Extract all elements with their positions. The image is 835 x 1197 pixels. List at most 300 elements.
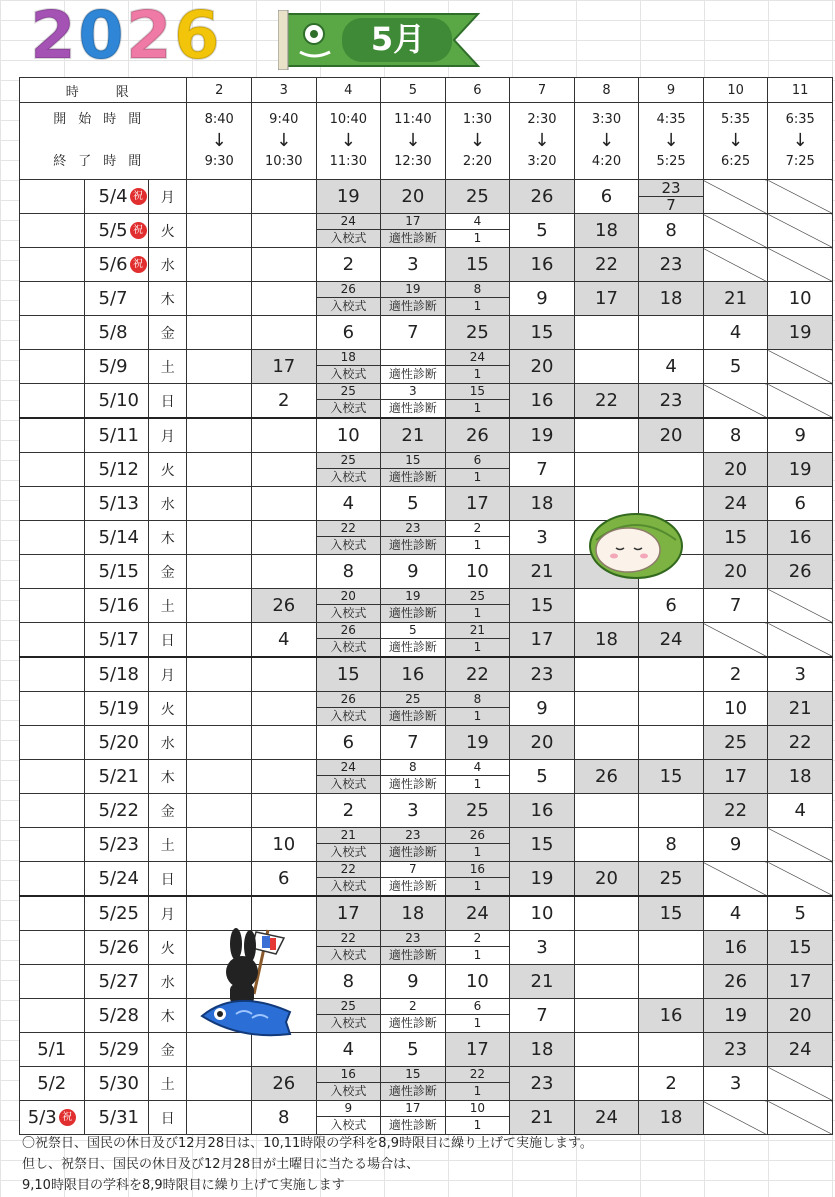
date-cell bbox=[84, 1067, 149, 1101]
prefix-date-cell bbox=[20, 487, 85, 521]
schedule-value: 25 bbox=[639, 862, 704, 897]
schedule-cell bbox=[445, 623, 510, 658]
prefix-date-cell bbox=[20, 1033, 85, 1067]
no-class-cell bbox=[703, 623, 768, 658]
schedule-cell bbox=[187, 180, 252, 214]
schedule-cell bbox=[445, 862, 510, 897]
split-bottom: 1 bbox=[473, 948, 482, 962]
date-cell bbox=[84, 794, 149, 828]
schedule-cell bbox=[187, 521, 252, 555]
schedule-value: 16 bbox=[703, 931, 768, 965]
split-bottom: 1 bbox=[473, 470, 482, 484]
date-cell bbox=[84, 350, 149, 384]
schedule-cell bbox=[187, 726, 252, 760]
schedule-cell bbox=[574, 692, 639, 726]
day-row bbox=[20, 316, 833, 350]
split-top: 16 bbox=[446, 862, 510, 878]
schedule-cell bbox=[381, 1067, 446, 1101]
schedule-value: 18 bbox=[381, 896, 446, 931]
date-cell bbox=[84, 828, 149, 862]
day-row bbox=[20, 794, 833, 828]
date-wrap bbox=[99, 356, 128, 377]
split-top: 23 bbox=[381, 521, 445, 537]
schedule-value: 20 bbox=[381, 180, 446, 214]
split-top: 5 bbox=[381, 623, 445, 639]
weekday-cell: 日 bbox=[149, 623, 187, 658]
split-bottom: 1 bbox=[473, 879, 482, 893]
split-bottom: 1 bbox=[473, 709, 482, 723]
split-top: 19 bbox=[381, 589, 445, 605]
schedule-value: 26 bbox=[510, 180, 575, 214]
schedule-cell bbox=[381, 999, 446, 1033]
schedule-value: 10 bbox=[445, 965, 510, 999]
end-time: 2:20 bbox=[462, 154, 493, 169]
schedule-value: 8 bbox=[703, 418, 768, 453]
period-time-cell bbox=[510, 103, 575, 180]
schedule-cell bbox=[574, 726, 639, 760]
schedule-cell bbox=[252, 760, 317, 794]
schedule-cell bbox=[316, 760, 381, 794]
date-label: 5/28 bbox=[98, 1005, 139, 1026]
date-cell bbox=[84, 248, 149, 282]
schedule-value: 15 bbox=[768, 931, 833, 965]
date-label: 5/13 bbox=[98, 493, 139, 514]
start-time: 10:40 bbox=[329, 112, 368, 127]
split-top: 17 bbox=[381, 214, 445, 230]
period-time-cell bbox=[703, 103, 768, 180]
schedule-value: 9 bbox=[381, 555, 446, 589]
schedule-cell bbox=[381, 521, 446, 555]
split-cell bbox=[446, 214, 510, 247]
schedule-cell bbox=[316, 214, 381, 248]
date-cell bbox=[84, 862, 149, 897]
note-line: 但し、祝祭日、国民の休日及び12月28日が土曜日に当たる場合は、 bbox=[22, 1157, 420, 1172]
split-cell bbox=[381, 384, 445, 417]
date-cell bbox=[84, 931, 149, 965]
day-row bbox=[20, 282, 833, 316]
split-bottom: 適性診断 bbox=[388, 299, 437, 313]
day-row bbox=[20, 214, 833, 248]
date-label: 5/10 bbox=[98, 390, 139, 411]
split-cell bbox=[446, 384, 510, 417]
date-wrap bbox=[99, 186, 147, 207]
schedule-value: 16 bbox=[381, 657, 446, 692]
weekday-cell: 火 bbox=[149, 692, 187, 726]
date-wrap bbox=[99, 390, 139, 411]
date-label: 5/23 bbox=[98, 834, 139, 855]
holiday-badge-icon: 祝 bbox=[130, 256, 147, 273]
schedule-cell bbox=[252, 692, 317, 726]
split-top: 20 bbox=[317, 589, 381, 605]
start-time: 9:40 bbox=[269, 112, 299, 127]
date-cell bbox=[84, 487, 149, 521]
no-class-cell bbox=[768, 180, 833, 214]
split-top: 8 bbox=[381, 760, 445, 776]
date-label: 5/19 bbox=[98, 698, 139, 719]
split-cell bbox=[317, 862, 381, 895]
schedule-value: 24 bbox=[445, 896, 510, 931]
date-wrap bbox=[99, 698, 139, 719]
split-bottom: 適性診断 bbox=[388, 879, 437, 893]
schedule-value: 21 bbox=[381, 418, 446, 453]
schedule-cell bbox=[316, 589, 381, 623]
split-bottom: 1 bbox=[473, 401, 482, 415]
schedule-value: 16 bbox=[639, 999, 704, 1033]
split-bottom: 入校式 bbox=[330, 1016, 367, 1030]
split-bottom: 入校式 bbox=[330, 709, 367, 723]
split-top: 4 bbox=[446, 760, 510, 776]
split-cell bbox=[446, 692, 510, 725]
schedule-value: 16 bbox=[768, 521, 833, 555]
date-label: 5/20 bbox=[98, 732, 139, 753]
split-top: 18 bbox=[317, 350, 381, 366]
schedule-cell bbox=[445, 350, 510, 384]
split-cell bbox=[446, 862, 510, 895]
start-time-label-wrap bbox=[20, 111, 186, 129]
schedule-cell bbox=[252, 555, 317, 589]
schedule-value: 24 bbox=[768, 1033, 833, 1067]
period-row-label: 時 限 bbox=[65, 84, 141, 100]
time-row bbox=[20, 103, 833, 180]
schedule-cell bbox=[252, 418, 317, 453]
split-bottom: 適性診断 bbox=[388, 1016, 437, 1030]
split-cell bbox=[381, 453, 445, 486]
schedule-value: 24 bbox=[574, 1101, 639, 1135]
split-cell bbox=[381, 1101, 445, 1134]
day-row bbox=[20, 931, 833, 965]
schedule-value: 18 bbox=[574, 214, 639, 248]
year-digit: 6 bbox=[173, 0, 220, 74]
schedule-value: 18 bbox=[768, 760, 833, 794]
prefix-date-cell bbox=[20, 999, 85, 1033]
weekday-cell: 水 bbox=[149, 248, 187, 282]
period-time-cell bbox=[316, 103, 381, 180]
date-label: 5/26 bbox=[98, 937, 139, 958]
split-bottom: 入校式 bbox=[330, 640, 367, 654]
schedule-cell bbox=[574, 828, 639, 862]
schedule-value: 19 bbox=[703, 999, 768, 1033]
schedule-value: 26 bbox=[445, 418, 510, 453]
schedule-value: 15 bbox=[510, 828, 575, 862]
schedule-value: 25 bbox=[445, 794, 510, 828]
schedule-value: 19 bbox=[445, 726, 510, 760]
date-wrap bbox=[99, 527, 139, 548]
no-class-cell bbox=[703, 248, 768, 282]
prefix-date-cell bbox=[20, 1067, 85, 1101]
holiday-badge-icon: 祝 bbox=[59, 1109, 76, 1126]
schedule-value: 22 bbox=[574, 248, 639, 282]
prefix-date-cell bbox=[20, 862, 85, 897]
schedule-cell bbox=[574, 931, 639, 965]
split-bottom: 適性診断 bbox=[388, 470, 437, 484]
schedule-value: 10 bbox=[445, 555, 510, 589]
split-top: 22 bbox=[317, 521, 381, 537]
weekday-cell: 日 bbox=[149, 1101, 187, 1135]
period-row bbox=[20, 78, 833, 103]
schedule-value: 20 bbox=[510, 726, 575, 760]
split-bottom: 適性診断 bbox=[388, 367, 437, 381]
arrow-icon: ↓ bbox=[211, 130, 227, 151]
day-row bbox=[20, 1101, 833, 1135]
prefix-date-cell bbox=[20, 692, 85, 726]
split-cell bbox=[317, 282, 381, 315]
date-wrap bbox=[99, 868, 139, 889]
split-top: 21 bbox=[446, 623, 510, 639]
prefix-date: 5/2 bbox=[37, 1073, 67, 1094]
prefix-date: 5/3 bbox=[27, 1107, 57, 1128]
day-row bbox=[20, 828, 833, 862]
schedule-value: 23 bbox=[510, 1067, 575, 1101]
schedule-cell bbox=[381, 623, 446, 658]
schedule-cell bbox=[381, 453, 446, 487]
split-bottom: 適性診断 bbox=[388, 709, 437, 723]
schedule-value: 20 bbox=[639, 418, 704, 453]
end-time: 10:30 bbox=[265, 154, 303, 169]
period-number: 3 bbox=[252, 78, 317, 103]
schedule-cell bbox=[639, 1033, 704, 1067]
day-row bbox=[20, 453, 833, 487]
split-cell bbox=[317, 999, 381, 1032]
period-time-cell bbox=[639, 103, 704, 180]
schedule-value: 15 bbox=[510, 316, 575, 350]
split-cell bbox=[446, 282, 510, 315]
schedule-value: 3 bbox=[768, 657, 833, 692]
split-top: 26 bbox=[317, 282, 381, 298]
schedule-value: 8 bbox=[639, 214, 704, 248]
split-bottom: 入校式 bbox=[330, 606, 367, 620]
schedule-value: 18 bbox=[639, 1101, 704, 1135]
no-class-cell bbox=[768, 1067, 833, 1101]
prefix-date-cell bbox=[20, 965, 85, 999]
schedule-value: 15 bbox=[445, 248, 510, 282]
split-bottom: 1 bbox=[473, 640, 482, 654]
start-time: 2:30 bbox=[527, 112, 557, 127]
no-class-cell bbox=[768, 589, 833, 623]
month-label: 5月 bbox=[370, 20, 426, 58]
day-row bbox=[20, 1067, 833, 1101]
schedule-value: 17 bbox=[574, 282, 639, 316]
split-cell bbox=[446, 1101, 510, 1134]
schedule-value: 10 bbox=[252, 828, 317, 862]
date-wrap bbox=[99, 561, 139, 582]
prefix-date-cell bbox=[20, 384, 85, 419]
split-bottom: 適性診断 bbox=[388, 538, 437, 552]
split-bottom: 入校式 bbox=[330, 1084, 367, 1098]
date-label: 5/7 bbox=[98, 288, 128, 309]
schedule-value: 17 bbox=[510, 623, 575, 658]
split-bottom: 1 bbox=[473, 777, 482, 791]
split-top: 7 bbox=[381, 862, 445, 878]
schedule-cell bbox=[252, 794, 317, 828]
date-wrap bbox=[99, 425, 139, 446]
schedule-cell bbox=[187, 248, 252, 282]
schedule-cell bbox=[187, 214, 252, 248]
split-cell bbox=[381, 999, 445, 1032]
split-cell bbox=[381, 692, 445, 725]
prefix-date-cell bbox=[20, 521, 85, 555]
split-bottom: 入校式 bbox=[330, 879, 367, 893]
arrow-icon: ↓ bbox=[534, 130, 550, 151]
schedule-cell bbox=[252, 657, 317, 692]
date-label: 5/25 bbox=[98, 903, 139, 924]
split-bottom: 適性診断 bbox=[388, 1118, 437, 1132]
date-label: 5/11 bbox=[98, 425, 139, 446]
schedule-cell bbox=[187, 760, 252, 794]
split-bottom: 1 bbox=[473, 538, 482, 552]
split-bottom: 1 bbox=[473, 367, 482, 381]
schedule-value: 18 bbox=[510, 487, 575, 521]
schedule-cell bbox=[445, 999, 510, 1033]
schedule-cell bbox=[639, 726, 704, 760]
prefix-date-cell bbox=[20, 828, 85, 862]
schedule-value: 21 bbox=[510, 555, 575, 589]
split-cell bbox=[381, 214, 445, 247]
schedule-cell bbox=[381, 828, 446, 862]
date-cell bbox=[84, 692, 149, 726]
split-cell bbox=[446, 828, 510, 861]
schedule-cell bbox=[381, 760, 446, 794]
schedule-value: 5 bbox=[381, 1033, 446, 1067]
schedule-value: 24 bbox=[639, 623, 704, 658]
schedule-cell bbox=[445, 384, 510, 419]
schedule-cell bbox=[445, 828, 510, 862]
schedule-cell bbox=[187, 384, 252, 419]
date-label: 5/6 bbox=[98, 254, 128, 275]
prefix-date-wrap bbox=[37, 1039, 66, 1060]
no-class-cell bbox=[703, 1101, 768, 1135]
schedule-cell bbox=[445, 1067, 510, 1101]
split-bottom: 入校式 bbox=[330, 1118, 367, 1132]
schedule-value: 9 bbox=[510, 692, 575, 726]
split-top: 25 bbox=[317, 384, 381, 400]
holiday-badge-icon: 祝 bbox=[130, 188, 147, 205]
schedule-cell bbox=[574, 1067, 639, 1101]
date-cell bbox=[84, 453, 149, 487]
schedule-cell bbox=[316, 623, 381, 658]
split-top: 22 bbox=[317, 931, 381, 947]
arrow-icon: ↓ bbox=[598, 130, 615, 151]
day-row bbox=[20, 589, 833, 623]
schedule-cell bbox=[445, 282, 510, 316]
schedule-value: 4 bbox=[703, 316, 768, 350]
schedule-cell bbox=[639, 453, 704, 487]
split-cell bbox=[446, 760, 510, 793]
split-bottom: 入校式 bbox=[330, 777, 367, 791]
koinobori-month-banner bbox=[278, 10, 492, 70]
schedule-value: 26 bbox=[703, 965, 768, 999]
prefix-date-cell bbox=[20, 316, 85, 350]
split-top: 24 bbox=[317, 214, 381, 230]
split-cell bbox=[639, 180, 703, 213]
schedule-cell bbox=[639, 692, 704, 726]
period-time-cell bbox=[252, 103, 317, 180]
no-class-cell bbox=[768, 862, 833, 897]
schedule-cell bbox=[187, 316, 252, 350]
schedule-value: 26 bbox=[768, 555, 833, 589]
split-cell bbox=[381, 1067, 445, 1100]
split-top: 26 bbox=[446, 828, 510, 844]
schedule-value: 18 bbox=[574, 623, 639, 658]
weekday-cell: 日 bbox=[149, 384, 187, 419]
date-wrap bbox=[99, 322, 128, 343]
schedule-cell bbox=[187, 487, 252, 521]
schedule-value: 5 bbox=[768, 896, 833, 931]
schedule-cell bbox=[639, 180, 704, 214]
period-number: 9 bbox=[639, 78, 704, 103]
schedule-value: 3 bbox=[510, 931, 575, 965]
year-title bbox=[30, 0, 220, 74]
schedule-cell bbox=[187, 282, 252, 316]
schedule-cell bbox=[639, 657, 704, 692]
schedule-cell bbox=[252, 180, 317, 214]
split-cell bbox=[317, 828, 381, 861]
schedule-value: 3 bbox=[381, 248, 446, 282]
weekday-cell: 月 bbox=[149, 896, 187, 931]
split-top: 15 bbox=[381, 1067, 445, 1083]
start-time-label: 開始時間 bbox=[53, 112, 154, 127]
split-top: 9 bbox=[317, 1101, 381, 1117]
schedule-cell bbox=[252, 453, 317, 487]
schedule-value: 10 bbox=[316, 418, 381, 453]
schedule-cell bbox=[316, 384, 381, 419]
schedule-value: 25 bbox=[445, 180, 510, 214]
split-top: 3 bbox=[381, 384, 445, 400]
prefix-date-wrap bbox=[28, 1107, 76, 1128]
schedule-cell bbox=[316, 1101, 381, 1135]
period-number: 6 bbox=[445, 78, 510, 103]
weekday-cell: 火 bbox=[149, 214, 187, 248]
date-cell bbox=[84, 180, 149, 214]
schedule-cell bbox=[316, 862, 381, 897]
weekday-cell: 日 bbox=[149, 862, 187, 897]
schedule-cell bbox=[187, 862, 252, 897]
split-bottom: 適性診断 bbox=[388, 401, 437, 415]
schedule-cell bbox=[316, 931, 381, 965]
schedule-cell bbox=[574, 896, 639, 931]
schedule-value: 17 bbox=[316, 896, 381, 931]
schedule-value: 21 bbox=[510, 965, 575, 999]
period-number: 7 bbox=[510, 78, 575, 103]
prefix-date-cell bbox=[20, 1101, 85, 1135]
schedule-cell bbox=[316, 350, 381, 384]
split-cell bbox=[446, 521, 510, 554]
date-wrap bbox=[99, 664, 139, 685]
schedule-cell bbox=[187, 828, 252, 862]
split-bottom: 入校式 bbox=[330, 538, 367, 552]
schedule-cell bbox=[187, 1101, 252, 1135]
end-time: 6:25 bbox=[721, 154, 751, 169]
weekday-cell: 木 bbox=[149, 282, 187, 316]
date-wrap bbox=[99, 254, 147, 275]
date-wrap bbox=[99, 1073, 139, 1094]
schedule-value: 2 bbox=[316, 794, 381, 828]
date-wrap bbox=[99, 288, 128, 309]
date-wrap bbox=[99, 493, 139, 514]
year-digit: 0 bbox=[77, 0, 124, 74]
period-time-cell bbox=[187, 103, 252, 180]
date-wrap bbox=[99, 971, 139, 992]
schedule-cell bbox=[574, 794, 639, 828]
prefix-date-cell bbox=[20, 760, 85, 794]
schedule-value: 21 bbox=[510, 1101, 575, 1135]
period-number: 2 bbox=[187, 78, 252, 103]
year-digit: 2 bbox=[30, 0, 76, 74]
day-row bbox=[20, 555, 833, 589]
no-class-cell bbox=[768, 214, 833, 248]
split-bottom: 適性診断 bbox=[388, 606, 437, 620]
prefix-date-cell bbox=[20, 896, 85, 931]
schedule-cell bbox=[381, 282, 446, 316]
